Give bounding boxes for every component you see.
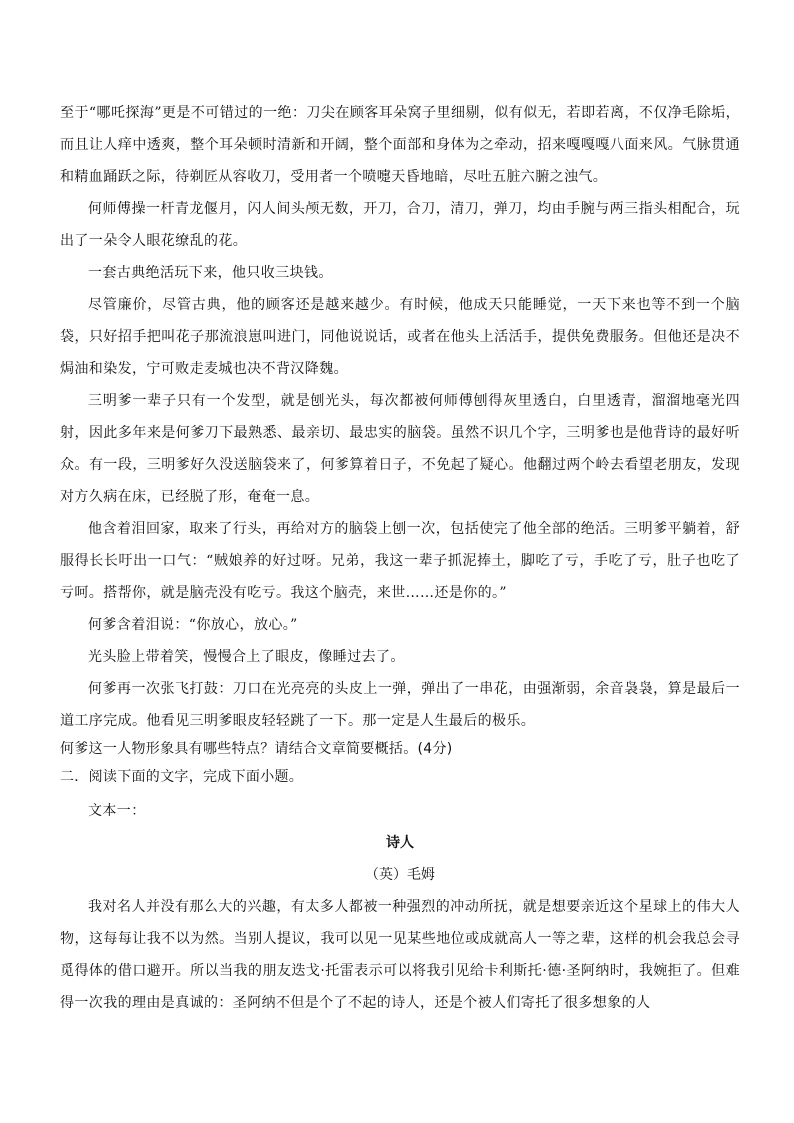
paragraph-final-bliss: 何爹再一次张飞打鼓：刀口在光亮亮的头皮上一弹，弹出了一串花，由强渐弱，余音袅袅，算是最后一道工序完成。他看见三明爹眼皮轻轻跳了一下。那一定是人生最后的极乐。 [60,681,740,729]
author-line: （英）毛姆 [365,867,435,883]
question-text: 何爹这一人物形象具有哪些特点？请结合文章简要概括。(4分) [60,741,453,757]
paragraph-customers-fewer: 尽管廉价，尽管古典，他的顾客还是越来越少。有时候，他成天只能睡觉，一天下来也等不到一个脑袋，只好招手把叫花子那流浪崽叫进门，同他说说话，或者在他头上活活手，提供免费服务。但他还是决不焗油和染发，宁可败走麦城也决不背汉降魏。 [60,297,740,377]
paragraph-qinglong-yanyue: 何师傅操一杆青龙偃月，闪人间头颅无数，开刀，合刀，清刀，弹刀，均由手腕与两三指头相配合，玩出了一朵令人眼花缭乱的花。 [60,201,740,249]
paragraph-sanming-die: 三明爹一辈子只有一个发型，就是刨光头，每次都被何师傅刨得灰里透白，白里透青，溜溜地毫光四射，因此多年来是何爹刀下最熟悉、最亲切、最忠实的脑袋。虽然不识几个字，三明爹也是他背诗的最好听众。有一段，三明爹好久没送脑袋来了，何爹算着日子，不免起了疑心。他翻过两个岭去看望老朋友，发现对方久病在床，已经脱了形，奄奄一息。 [60,393,740,505]
paragraph-zhaxia-tanhai: 至于“哪吒探海”更是不可错过的一绝：刀尖在顾客耳朵窝子里细剔，似有似无，若即若离，不仅净毛除垢，而且让人痒中透爽，整个耳朵顿时清新和开阔，整个面部和身体为之牵动，招来嘎嘎嘎八面来风。气脉贯通和精血踊跃之际，待剃匠从容收刀，受用者一个喷嚏天昏地暗，尽吐五脏六腑之浊气。 [60,105,740,185]
paragraph-text-one: 我对名人并没有那么大的兴趣，有太多人都被一种强烈的冲动所抚，就是想要亲近这个星球上的伟大人物，这每每让我不以为然。当别人提议，我可以见一见某些地位或成就高人一等之辈，这样的机会我总会寻觅得体的借口避开。所以当我的朋友迭戈·托雷表示可以将我引见给卡利斯托·德·圣阿纳时，我婉拒了。但难得一次我的理由是真诚的：圣阿纳不但是个了不起的诗人，还是个被人们寄托了很多想象的人 [60,899,740,1011]
text-one-label: 文本一： [88,803,146,819]
section-two-heading: 二．阅读下面的文字，完成下面小题。 [60,769,304,785]
paragraph-last-shave: 他含着泪回家，取来了行头，再给对方的脑袋上刨一次，包括使完了他全部的绝活。三明爹平躺着，舒服得长长吁出一口气：“贼娘养的好过呀。兄弟，我这一辈子抓泥捧土，脚吃了亏，手吃了亏，肚子也吃了亏呵。搭帮你，就是脑壳没有吃亏。我这个脑壳，来世……还是你的。” [60,521,740,601]
paragraph-three-yuan: 一套古典绝活玩下来，他只收三块钱。 [88,265,333,281]
paragraph-bald-smile: 光头脸上带着笑，慢慢合上了眼皮，像睡过去了。 [88,649,405,665]
paragraph-he-die-reply: 何爹含着泪说：“你放心，放心。” [88,617,298,633]
poem-title: 诗人 [386,835,414,851]
